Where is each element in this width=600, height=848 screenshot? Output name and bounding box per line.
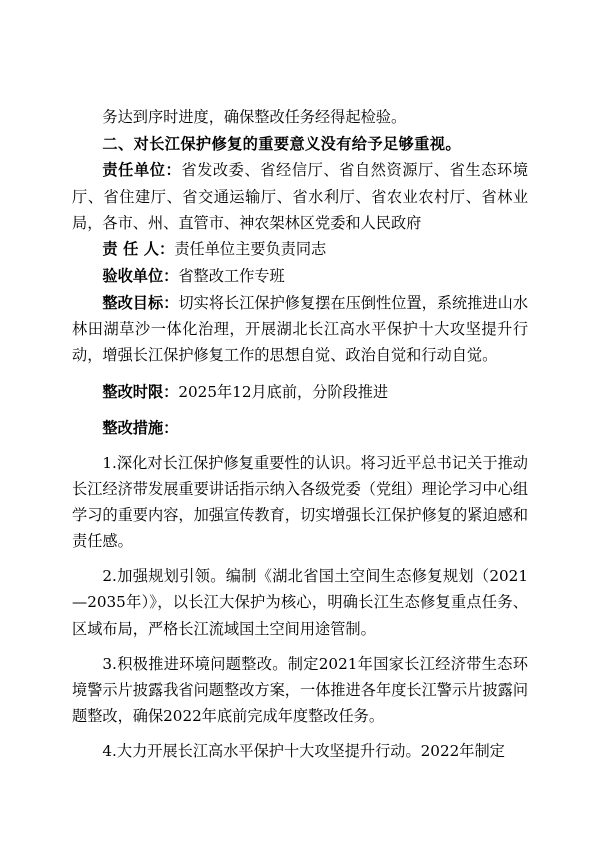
responsible-person-label: 责 任 人： — [102, 240, 175, 259]
measure-text: 4.大力开展长江高水平保护十大攻坚提升行动。2022年制定 — [102, 742, 505, 761]
acceptance-unit-paragraph — [72, 263, 528, 289]
rectification-deadline-label: 整改时限： — [102, 383, 179, 402]
rectification-deadline-value: 2025年12月底前，分阶段推进 — [178, 383, 389, 402]
acceptance-unit-label: 验收单位： — [102, 267, 179, 286]
measure-text: 1.深化对长江保护修复重要性的认识。将习近平总书记关于推动长江经济带发展重要讲话指示纳入各级党委（党组）理论学习中心组学习的重要内容，加强宣传教育，切实增强长江保护修复的紧迫感和责任感。 — [72, 453, 528, 551]
rectification-goal-paragraph — [72, 290, 528, 368]
paragraph-text: 务达到序时进度，确保整改任务经得起检验。 — [102, 108, 407, 126]
rectification-goal-value: 切实将长江保护修复摆在压倒性位置，系统推进山水林田湖草沙一体化治理，开展湖北长江高水平保护十大攻坚提升行动，增强长江保护修复工作的思想自觉、政治自觉和行动自觉。 — [72, 293, 529, 365]
measure-item-1 — [72, 450, 528, 555]
measure-item-4 — [72, 738, 528, 764]
paragraph-continuation — [72, 104, 528, 130]
responsible-units-value: 省发改委、省经信厅、省自然资源厅、省生态环境厅、省住建厅、省交通运输厅、省水利厅、省农业农村厅、省林业局，各市、州、直管市、神农架林区党委和人民政府 — [72, 161, 529, 232]
acceptance-unit-value: 省整改工作专班 — [178, 267, 285, 286]
section-heading-text: 二、对长江保护修复的重要意义没有给予足够重视。 — [102, 134, 461, 153]
responsible-person-paragraph — [72, 236, 528, 262]
measure-item-3 — [72, 651, 528, 729]
section-heading — [72, 131, 528, 157]
measures-title-paragraph — [72, 415, 528, 441]
responsible-units-label: 责任单位： — [102, 161, 182, 180]
measures-title-label: 整改措施： — [102, 418, 179, 437]
responsible-units-paragraph — [72, 157, 528, 235]
rectification-goal-label: 整改目标： — [102, 293, 179, 312]
measure-text: 2.加强规划引领。编制《湖北省国土空间生态修复规划（2021—2035年）》，以长江大保护为核心，明确长江生态修复重点任务、区域布局，严格长江流域国土空间用途管制。 — [72, 567, 528, 638]
measure-item-2 — [72, 563, 528, 641]
measure-text: 3.积极推进环境问题整改。制定2021年国家长江经济带生态环境警示片披露我省问题整改方案，一体推进各年度长江警示片披露问题整改，确保2022年底前完成年度整改任务。 — [72, 654, 528, 725]
rectification-deadline-paragraph — [72, 379, 528, 405]
document-body — [72, 104, 528, 764]
responsible-person-value: 责任单位主要负责同志 — [174, 240, 327, 259]
